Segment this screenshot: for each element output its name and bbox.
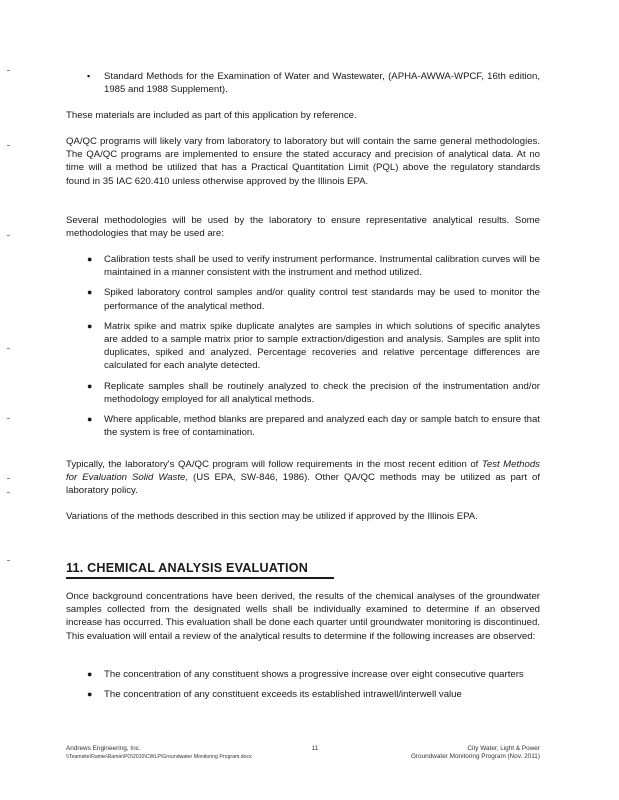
bullet-icon: ●: [87, 287, 93, 298]
scan-mark: [7, 235, 10, 236]
bullet-icon: ▪: [87, 71, 91, 81]
bullet-icon: ●: [87, 380, 93, 391]
paragraph-reference: These materials are included as part of this application by reference.: [66, 110, 357, 121]
paragraph-evaluation: Once background concentrations have been derived, the results of the chemical analyses of the groundwater samples collected from the designated wells shall be individually examined to determine if an observed increase has occurred. This evaluation shall be done each quarter until groundwater monitoring is discontinued. This evaluation will entail a review of the analytical results to determine if the following increases are observed:: [66, 591, 540, 642]
list-item: [84, 688, 540, 701]
footer-document-title: Groundwater Monitoring Program (Nov. 2011): [410, 753, 540, 760]
bullet-icon: ●: [87, 669, 93, 679]
bullet-icon: ●: [87, 254, 93, 264]
list-item: [84, 413, 540, 439]
list-item-text: Matrix spike and matrix spike duplicate analytes are samples in which solutions of specific analytes are added to a sample matrix prior to sample extraction/digestion and analysis. Samples are split into duplicates, spiked and analyzed. Percentage recoveries and relative percentage differences are calculated for each analyte detected.: [104, 320, 540, 372]
paragraph-text: Typically, the laboratory's QA/QC program will follow requirements in the most recent edition of: [66, 459, 482, 470]
list-item-text: Spiked laboratory control samples and/or quality control test standards may be used to monitor the performance of the analytical method.: [104, 287, 540, 312]
list-item-text: The concentration of any constituent shows a progressive increase over eight consecutive quarters: [104, 669, 524, 680]
scan-mark: [7, 492, 10, 493]
list-item: [84, 70, 540, 96]
bullet-icon: ●: [87, 320, 93, 331]
list-item: [84, 668, 540, 681]
scan-mark: [7, 560, 10, 561]
scan-mark: [7, 145, 10, 146]
scan-mark: [7, 348, 10, 349]
footer-file-path: \\Teamsite\Ramie\Ramie\PO\2010\CWLP\Groundwater Monitoring Program.docx: [66, 754, 252, 760]
paragraph-qaqc: QA/QC programs will likely vary from laboratory to laboratory but will contain the same general methodologies. The QA/QC programs are implemented to ensure the stated accuracy and precision of analytical data. At no time will a method be utilized that has a Practical Quantitation Limit (PQL) above the regulatory standards found in 35 IAC 620.410 unless otherwise approved by the Illinois EPA.: [66, 136, 540, 187]
list-item: [84, 253, 540, 279]
scan-mark: [7, 418, 10, 419]
footer-company: Andrews Engineering, Inc.: [66, 745, 141, 752]
footer-left: [66, 745, 326, 761]
bullet-icon: ●: [87, 689, 93, 700]
paragraph-methodologies: Several methodologies will be used by the laboratory to ensure representative analytical results. Some methodologies that may be used are:: [66, 215, 540, 240]
reference-list: [84, 70, 540, 96]
increase-list: [84, 668, 540, 701]
publication-title: Test Methods for Evaluation Solid Waste,: [66, 459, 540, 484]
scan-mark: [7, 478, 10, 479]
methodology-list: [84, 253, 540, 439]
list-item: [84, 320, 540, 373]
list-item-text: The concentration of any constituent exceeds its established intrawell/interwell value: [104, 689, 462, 701]
bullet-icon: ●: [87, 414, 93, 425]
page-number: 11: [311, 745, 319, 752]
list-item-text: Calibration tests shall be used to verify instrument performance. Instrumental calibration curves will be maintained in a manner consistent with the instrument and method utilized.: [104, 254, 540, 279]
list-item: [84, 380, 540, 406]
paragraph-text: (US EPA, SW-846, 1986). Other QA/QC methods may be utilized as part of laboratory policy.: [66, 472, 540, 497]
paragraph-variations: Variations of the methods described in this section may be utilized if approved by the Illinois EPA.: [66, 511, 478, 522]
list-item-text: Where applicable, method blanks are prepared and analyzed each day or sample batch to ensure that the system is free of contamination.: [104, 414, 540, 439]
scan-mark: [7, 70, 10, 71]
heading-underline: [66, 577, 334, 579]
list-item: [84, 286, 540, 312]
footer-right: [360, 745, 540, 761]
paragraph-typically: [66, 458, 540, 498]
list-item-text: Standard Methods for the Examination of Water and Wastewater, (APHA-AWWA-WPCF, 16th edition, 1985 and 1988 Supplement).: [104, 71, 540, 96]
list-item-text: Replicate samples shall be routinely analyzed to check the precision of the instrumentation and/or methodology employed for all analytical methods.: [104, 380, 540, 405]
section-heading: 11. CHEMICAL ANALYSIS EVALUATION: [66, 561, 308, 575]
footer-client: City Water, Light & Power: [467, 745, 540, 752]
